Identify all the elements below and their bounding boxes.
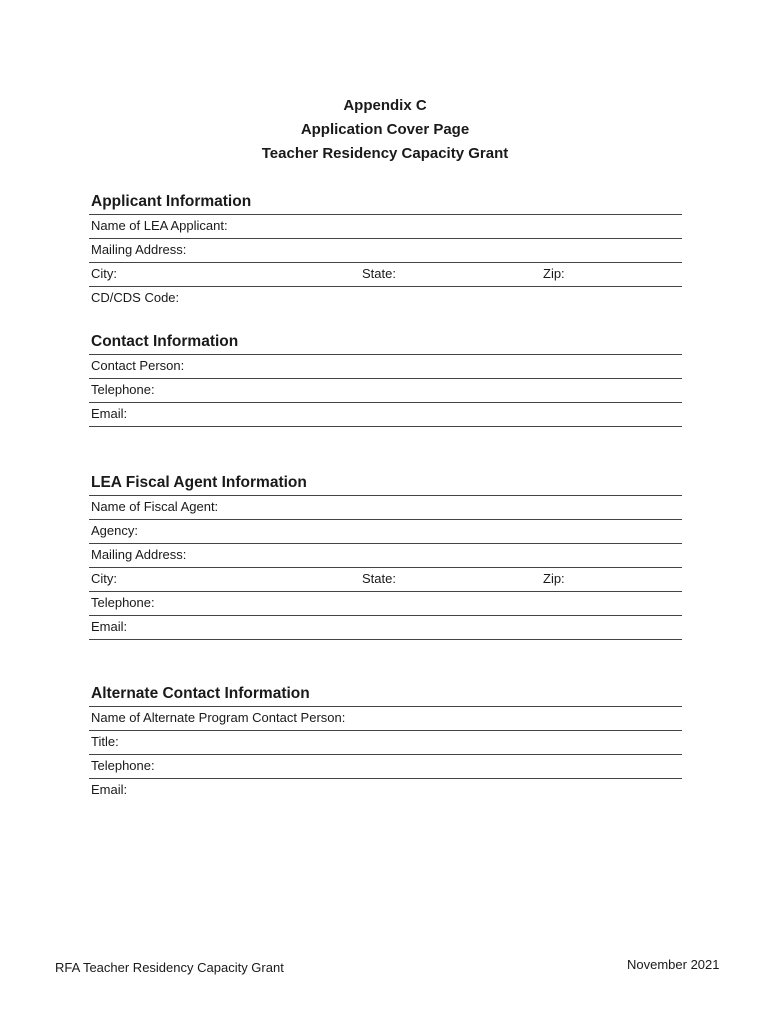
contact-information-heading: Contact Information [89,332,682,355]
alternate-email-field[interactable] [89,779,682,802]
contact-email-field[interactable] [89,403,682,427]
appendix-label: Appendix C [343,97,427,114]
applicant-information-heading: Applicant Information [89,192,682,215]
contact-telephone-label: Telephone: [91,382,155,397]
alternate-contact-name-label: Name of Alternate Program Contact Person: [91,710,346,725]
alternate-telephone-label: Telephone: [91,758,155,773]
alternate-contact-name-field[interactable] [89,707,682,731]
alternate-email-label: Email: [91,782,128,797]
fiscal-agent-telephone-field[interactable] [89,592,682,616]
fiscal-agent-agency-label: Agency: [91,523,138,538]
applicant-state-label[interactable]: State: [362,266,396,281]
lea-applicant-name-field[interactable] [89,215,682,239]
fiscal-agent-city-label[interactable]: City: [91,571,117,586]
fiscal-agent-name-label: Name of Fiscal Agent: [91,499,219,514]
applicant-mailing-address-label: Mailing Address: [91,242,187,257]
footer-document-name: RFA Teacher Residency Capacity Grant [55,960,284,975]
fiscal-agent-agency-field[interactable] [89,520,682,544]
fiscal-agent-telephone-label: Telephone: [91,595,155,610]
alternate-telephone-field[interactable] [89,755,682,779]
fiscal-agent-section [89,473,682,640]
fiscal-agent-city-state-zip-row [89,568,682,592]
applicant-city-label[interactable]: City: [91,266,117,281]
contact-person-field[interactable] [89,355,682,379]
footer-date: November 2021 [627,957,720,972]
fiscal-agent-mailing-address-label: Mailing Address: [91,547,187,562]
fiscal-agent-zip-label[interactable]: Zip: [543,571,565,586]
contact-information-section [89,332,682,427]
fiscal-agent-mailing-address-field[interactable] [89,544,682,568]
applicant-zip-label[interactable]: Zip: [543,266,565,281]
alternate-contact-section [89,684,682,802]
applicant-city-state-zip-row [89,263,682,287]
document-title [0,94,770,166]
cds-code-field[interactable] [89,287,682,310]
alternate-title-field[interactable] [89,731,682,755]
cover-page-title: Application Cover Page [300,121,470,138]
fiscal-agent-heading: LEA Fiscal Agent Information [89,473,682,496]
contact-telephone-field[interactable] [89,379,682,403]
grant-title: Teacher Residency Capacity Grant [261,145,509,162]
contact-person-label: Contact Person: [91,358,185,373]
lea-applicant-name-label: Name of LEA Applicant: [91,218,228,233]
cds-code-label: CD/CDS Code: [91,290,180,305]
applicant-mailing-address-field[interactable] [89,239,682,263]
alternate-title-label: Title: [91,734,119,749]
fiscal-agent-state-label[interactable]: State: [362,571,396,586]
contact-email-label: Email: [91,406,128,421]
fiscal-agent-name-field[interactable] [89,496,682,520]
fiscal-agent-email-field[interactable] [89,616,682,640]
alternate-contact-heading: Alternate Contact Information [89,684,682,707]
fiscal-agent-email-label: Email: [91,619,128,634]
applicant-information-section [89,192,682,310]
